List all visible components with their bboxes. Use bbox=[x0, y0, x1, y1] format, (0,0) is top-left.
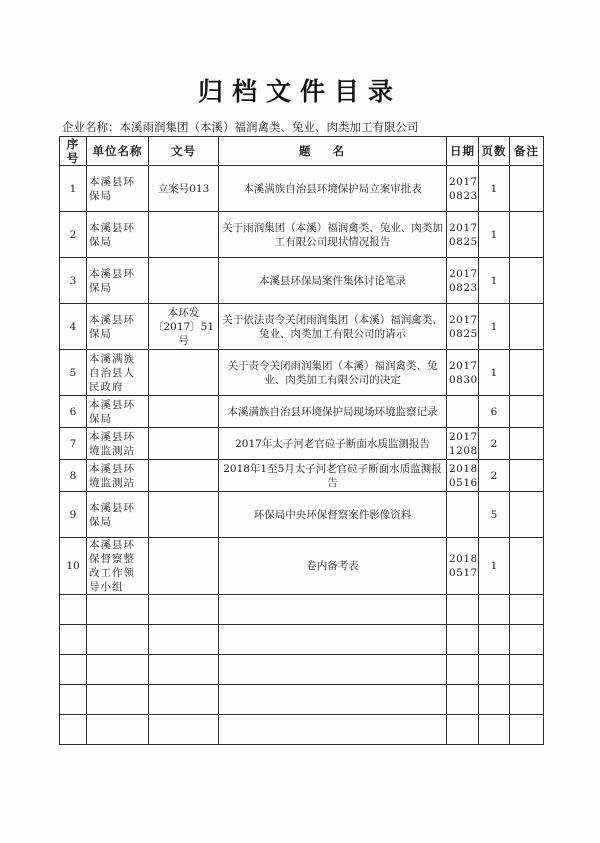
table-row-empty bbox=[60, 685, 544, 715]
cell-no: 9 bbox=[60, 492, 87, 538]
table-row bbox=[60, 492, 544, 538]
cell-note bbox=[510, 428, 544, 460]
cell-doc-no bbox=[149, 350, 219, 396]
table-row bbox=[60, 396, 544, 428]
cell-doc-no bbox=[149, 396, 219, 428]
cell-title: 本溪满族自治县环境保护局现场环境监察记录 bbox=[219, 396, 447, 428]
cell-title: 关于雨润集团（本溪）福润禽类、兔业、肉类加工有限公司现状情况报告 bbox=[219, 212, 447, 258]
cell-note bbox=[510, 304, 544, 350]
cell-note bbox=[510, 460, 544, 492]
header-pages: 页数 bbox=[479, 137, 510, 166]
cell-title: 本溪县环保局案件集体讨论笔录 bbox=[219, 258, 447, 304]
page-title: 归档文件目录 bbox=[197, 77, 402, 106]
table-row bbox=[60, 258, 544, 304]
cell-no: 3 bbox=[60, 258, 87, 304]
cell-note bbox=[510, 350, 544, 396]
cell-unit: 本溪县环保局 bbox=[87, 396, 149, 428]
cell-pages: 1 bbox=[479, 350, 510, 396]
cell-note bbox=[510, 492, 544, 538]
cell-date: 2018 0516 bbox=[447, 460, 479, 492]
cell-date bbox=[447, 492, 479, 538]
cell-note bbox=[510, 212, 544, 258]
cell-no: 2 bbox=[60, 212, 87, 258]
cell-pages: 5 bbox=[479, 492, 510, 538]
cell-doc-no bbox=[149, 460, 219, 492]
cell-date: 2017 0830 bbox=[447, 350, 479, 396]
cell-title: 卷内备考表 bbox=[219, 538, 447, 595]
cell-date: 2017 0823 bbox=[447, 166, 479, 212]
cell-date: 2018 0517 bbox=[447, 538, 479, 595]
cell-pages: 2 bbox=[479, 428, 510, 460]
cell-no: 10 bbox=[60, 538, 87, 595]
company-name: 企业名称：本溪雨润集团（本溪）福润禽类、兔业、肉类加工有限公司 bbox=[62, 120, 419, 134]
cell-unit: 本溪县环保局 bbox=[87, 258, 149, 304]
cell-doc-no: 立案号013 bbox=[149, 166, 219, 212]
table-row bbox=[60, 212, 544, 258]
cell-unit: 本溪县环境监测站 bbox=[87, 428, 149, 460]
cell-pages: 1 bbox=[479, 304, 510, 350]
cell-unit: 本溪县环保局 bbox=[87, 212, 149, 258]
table-row bbox=[60, 428, 544, 460]
table-row bbox=[60, 538, 544, 595]
header-unit: 单位名称 bbox=[87, 137, 149, 166]
archive-catalog-table bbox=[59, 136, 544, 745]
header-date: 日期 bbox=[447, 137, 479, 166]
cell-pages: 6 bbox=[479, 396, 510, 428]
cell-date: 2017 0825 bbox=[447, 212, 479, 258]
cell-no: 5 bbox=[60, 350, 87, 396]
cell-pages: 1 bbox=[479, 258, 510, 304]
table-row-empty bbox=[60, 655, 544, 685]
cell-unit: 本溪县环保督察整改工作领导小组 bbox=[87, 538, 149, 595]
cell-pages: 2 bbox=[479, 460, 510, 492]
cell-date: 2017 0823 bbox=[447, 258, 479, 304]
cell-title: 2017年太子河老官砬子断面水质监测报告 bbox=[219, 428, 447, 460]
cell-date bbox=[447, 396, 479, 428]
cell-unit: 本溪满族自治县人民政府 bbox=[87, 350, 149, 396]
cell-pages: 1 bbox=[479, 166, 510, 212]
table-header-row bbox=[60, 137, 544, 166]
cell-pages: 1 bbox=[479, 212, 510, 258]
cell-note bbox=[510, 166, 544, 212]
table-row bbox=[60, 350, 544, 396]
cell-doc-no bbox=[149, 428, 219, 460]
cell-date: 2017 0825 bbox=[447, 304, 479, 350]
cell-no: 6 bbox=[60, 396, 87, 428]
cell-note bbox=[510, 258, 544, 304]
cell-unit: 本溪县环境监测站 bbox=[87, 460, 149, 492]
cell-no: 1 bbox=[60, 166, 87, 212]
cell-unit: 本溪县环保局 bbox=[87, 492, 149, 538]
table-row-empty bbox=[60, 595, 544, 625]
table-row-empty bbox=[60, 625, 544, 655]
table-row bbox=[60, 166, 544, 212]
cell-date: 2017 1208 bbox=[447, 428, 479, 460]
cell-title: 2018年1至5月太子河老官砬子断面水质监测报告 bbox=[219, 460, 447, 492]
table-row bbox=[60, 460, 544, 492]
cell-pages: 1 bbox=[479, 538, 510, 595]
header-no: 序号 bbox=[60, 137, 87, 166]
header-doc-no: 文号 bbox=[149, 137, 219, 166]
cell-title: 本溪满族自治县环境保护局立案审批表 bbox=[219, 166, 447, 212]
header-note: 备注 bbox=[510, 137, 544, 166]
cell-unit: 本溪县环保局 bbox=[87, 166, 149, 212]
cell-no: 4 bbox=[60, 304, 87, 350]
cell-note bbox=[510, 538, 544, 595]
cell-doc-no bbox=[149, 538, 219, 595]
table-row bbox=[60, 304, 544, 350]
cell-note bbox=[510, 396, 544, 428]
header-title: 题名 bbox=[219, 137, 447, 166]
cell-no: 7 bbox=[60, 428, 87, 460]
cell-doc-no bbox=[149, 212, 219, 258]
table-row-empty bbox=[60, 715, 544, 745]
cell-doc-no bbox=[149, 492, 219, 538]
cell-unit: 本溪县环保局 bbox=[87, 304, 149, 350]
cell-doc-no: 本环发〔2017〕51号 bbox=[149, 304, 219, 350]
cell-title: 关于责令关闭雨润集团（本溪）福润禽类、兔业、肉类加工有限公司的决定 bbox=[219, 350, 447, 396]
cell-no: 8 bbox=[60, 460, 87, 492]
cell-doc-no bbox=[149, 258, 219, 304]
cell-title: 环保局中央环保督察案件影像资料 bbox=[219, 492, 447, 538]
cell-title: 关于依法责令关闭雨润集团（本溪）福润禽类、兔业、肉类加工有限公司的请示 bbox=[219, 304, 447, 350]
